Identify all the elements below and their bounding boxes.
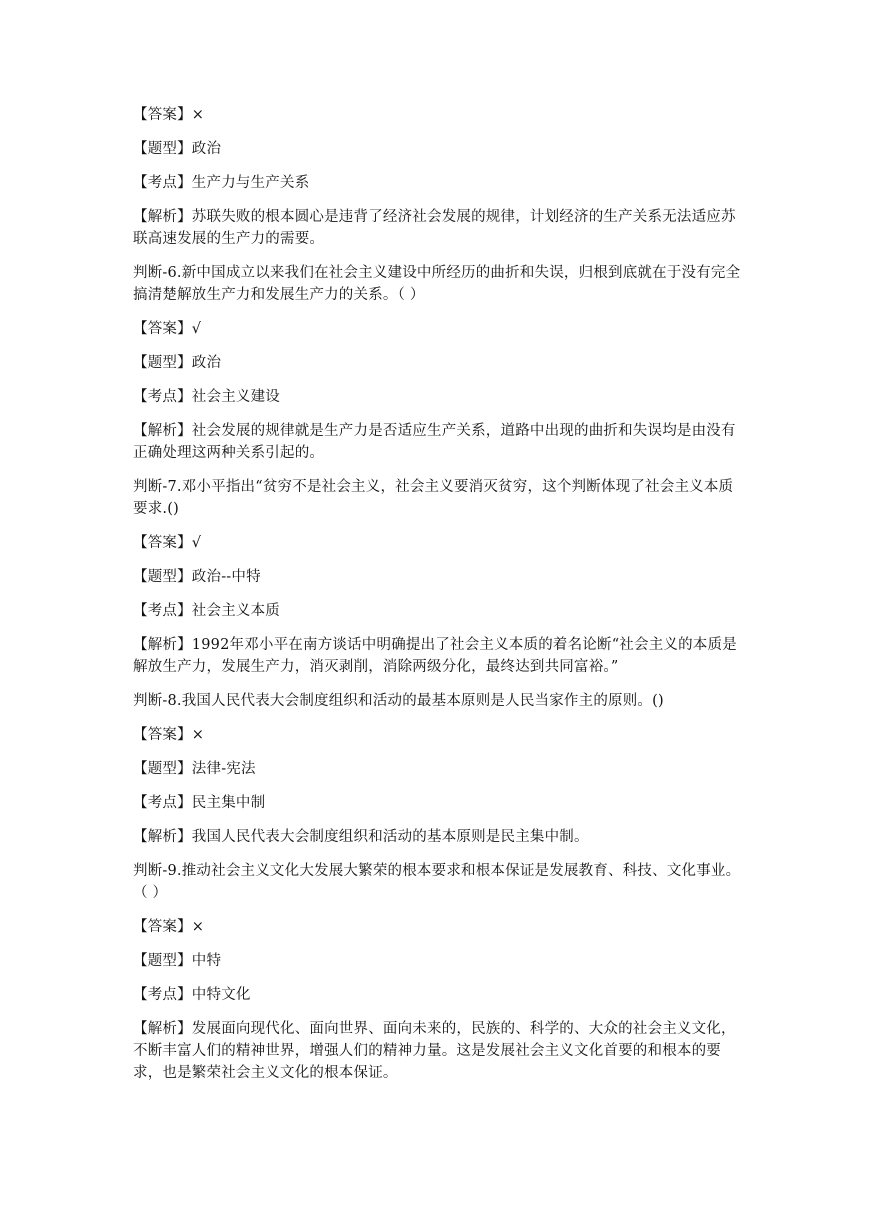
question-8: 判断-8.我国人民代表大会制度组织和活动的最基本原则是人民当家作主的原则。() <box>133 693 664 709</box>
answer-line: 【答案】× <box>133 727 205 743</box>
question-type-line: 【题型】中特 <box>133 953 222 969</box>
analysis-paragraph: 【解析】发展面向现代化、面向世界、面向未来的，民族的、科学的、大众的社会主义文化，不断丰富人们的精神世界，增强人们的精神力量。这是发展社会主义文化首要的和根本的要求，也是繁荣社会主义文化的根本保证。 <box>133 1021 736 1081</box>
question-type-line: 【题型】政治--中特 <box>133 569 261 585</box>
answer-line: 【答案】√ <box>133 535 202 551</box>
exam-point-line: 【考点】中特文化 <box>133 987 251 1003</box>
question-6: 判断-6.新中国成立以来我们在社会主义建设中所经历的曲折和失误，归根到底就在于没有完全搞清楚解放生产力和发展生产力的关系。（ ） <box>133 265 741 303</box>
analysis-paragraph: 【解析】1992年邓小平在南方谈话中明确提出了社会主义本质的着名论断“社会主义的本质是解放生产力，发展生产力，消灭剥削，消除两级分化，最终达到共同富裕。” <box>133 637 737 675</box>
exam-point-line: 【考点】社会主义本质 <box>133 603 280 619</box>
question-7: 判断-7.邓小平指出“贫穷不是社会主义，社会主义要消灭贫穷，这个判断体现了社会主义本质要求.() <box>133 479 734 517</box>
exam-point-line: 【考点】生产力与生产关系 <box>133 175 310 191</box>
question-9: 判断-9.推动社会主义文化大发展大繁荣的根本要求和根本保证是发展教育、科技、文化事业。（ ） <box>133 863 741 901</box>
analysis-paragraph: 【解析】苏联失败的根本圆心是违背了经济社会发展的规律，计划经济的生产关系无法适应苏联高速发展的生产力的需要。 <box>133 209 736 247</box>
question-type-line: 【题型】政治 <box>133 141 222 157</box>
question-type-line: 【题型】法律-宪法 <box>133 761 256 777</box>
answer-line: 【答案】× <box>133 107 205 123</box>
exam-point-line: 【考点】社会主义建设 <box>133 389 280 405</box>
answer-line: 【答案】√ <box>133 321 202 337</box>
analysis-paragraph: 【解析】我国人民代表大会制度组织和活动的基本原则是民主集中制。 <box>133 829 589 845</box>
answer-line: 【答案】× <box>133 919 205 935</box>
analysis-paragraph: 【解析】社会发展的规律就是生产力是否适应生产关系，道路中出现的曲折和失误均是由没有正确处理这两种关系引起的。 <box>133 423 736 461</box>
exam-point-line: 【考点】民主集中制 <box>133 795 266 811</box>
question-type-line: 【题型】政治 <box>133 355 222 371</box>
